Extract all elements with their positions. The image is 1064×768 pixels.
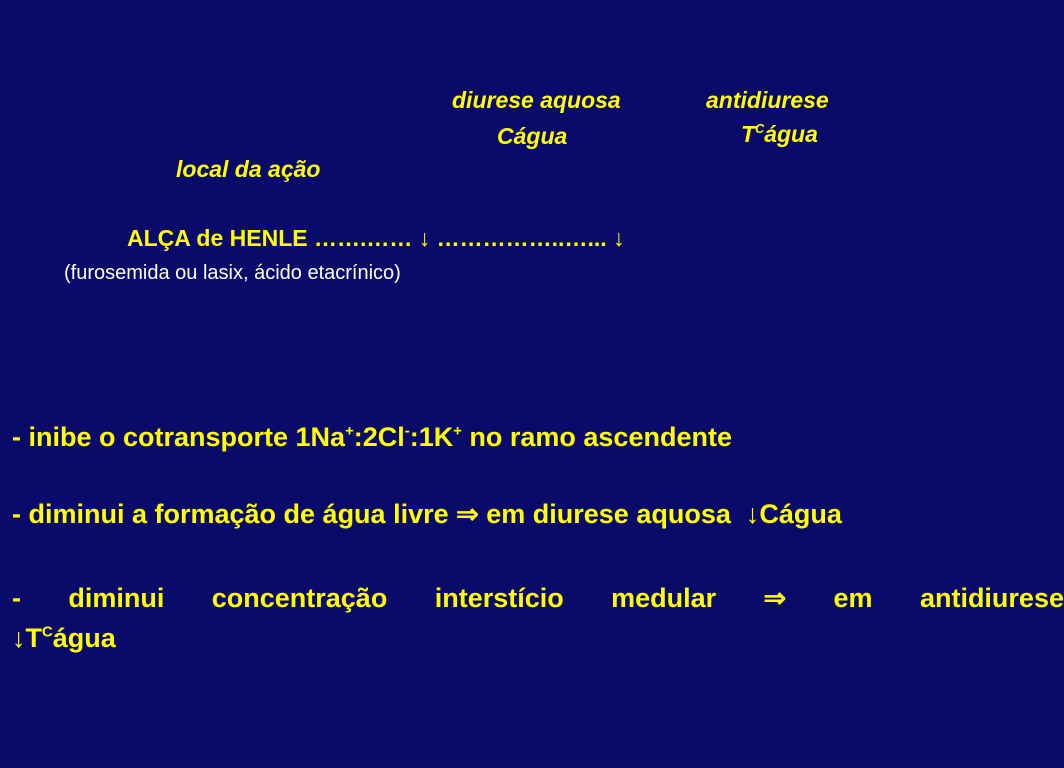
point-3-line-2 (12, 623, 116, 654)
point-2 (12, 499, 1024, 530)
row-arrow-down-1-icon: ↓ (418, 225, 431, 251)
point-1-text-a: - inibe o cotransporte 1Na (12, 422, 346, 452)
drug-note: (furosemida ou lasix, ácido etacrínico) (64, 262, 401, 284)
header-tcagua-rest: água (764, 121, 818, 147)
header-tcagua-sup: C (755, 122, 765, 137)
point-3-word: diminui (68, 583, 165, 613)
point-3-t: T (25, 623, 42, 653)
row-alca-henle (127, 225, 625, 252)
header-tcagua-t: T (741, 121, 756, 147)
down-arrow-icon: ↓ (12, 623, 26, 653)
implies-arrow-icon: ⇒ (763, 583, 787, 613)
point-3-word: em (833, 583, 873, 613)
header-diurese-aquosa: diurese aquosa (452, 87, 621, 113)
point-2-text-a: - diminui a formação de água livre (12, 499, 457, 529)
header-antidiurese: antidiurese (706, 87, 829, 113)
point-1-text-d: no ramo ascendente (461, 422, 732, 452)
down-arrow-icon: ↓ (745, 499, 760, 529)
point-2-text-b: em diurese aquosa (478, 499, 746, 529)
implies-arrow-icon: ⇒ (456, 499, 479, 529)
point-3-word: concentração (211, 583, 388, 613)
point-3-sup: C (42, 624, 53, 641)
point-1-text-c: :1K (409, 422, 454, 452)
row-label: ALÇA de HENLE (127, 225, 308, 251)
point-3-word: antidiurese (919, 583, 1064, 613)
row-arrow-down-2-icon: ↓ (613, 225, 625, 251)
point-1-sup-2: - (404, 423, 410, 440)
point-3-word: - (12, 583, 21, 613)
header-cagua: Cágua (497, 123, 568, 149)
row-dots-2: ……………..…... (436, 225, 607, 251)
point-1-sup-1: + (345, 423, 354, 440)
point-3-word: medular (611, 583, 717, 613)
point-3-word: interstício (434, 583, 564, 613)
point-2-text-c: Cágua (759, 499, 842, 529)
point-3-line-1 (12, 583, 1064, 614)
header-tcagua (741, 121, 818, 148)
point-1-sup-3: + (453, 423, 462, 440)
header-local-da-acao: local da ação (176, 156, 321, 182)
row-dots-1: …….…… (314, 225, 413, 251)
point-3-rest: água (52, 623, 116, 653)
point-1 (12, 422, 732, 453)
point-1-text-b: :2Cl (353, 422, 405, 452)
